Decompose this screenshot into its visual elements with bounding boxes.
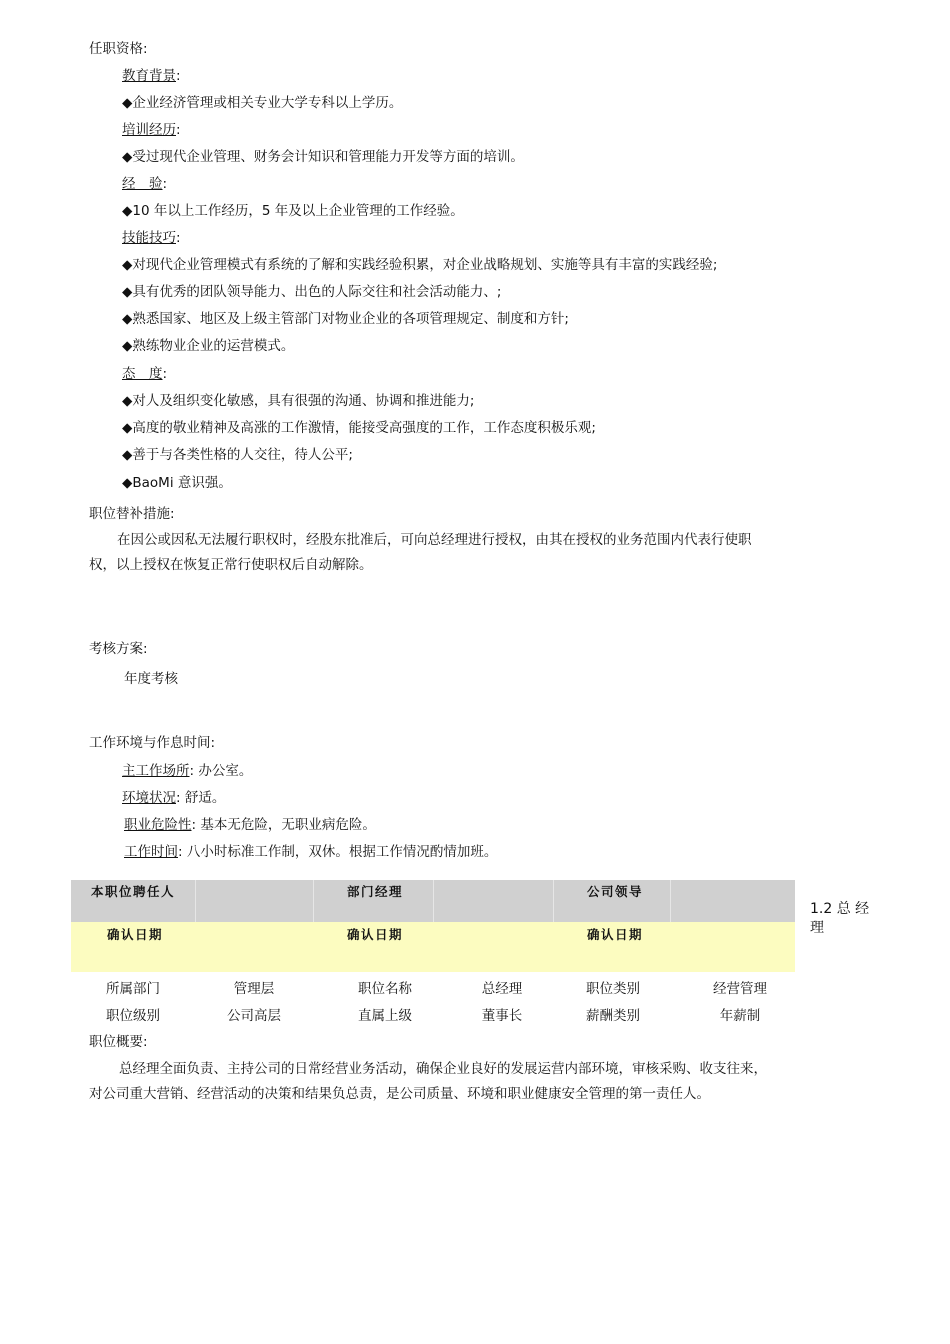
signoff-date-row bbox=[71, 922, 795, 972]
skills-heading bbox=[122, 228, 181, 248]
info-cell: 总经理 bbox=[481, 981, 523, 997]
info-cell: 经营管理 bbox=[713, 981, 767, 997]
info-cell: 所属部门 bbox=[106, 981, 160, 997]
hazard-value: : 基本无危险，无职业病危险。 bbox=[191, 817, 376, 833]
work-place-line bbox=[122, 761, 252, 781]
info-cell: 公司高层 bbox=[227, 1008, 281, 1024]
training-item: ◆受过现代企业管理、财务会计知识和管理能力开发等方面的培训。 bbox=[122, 149, 524, 165]
info-cell: 直属上级 bbox=[358, 1008, 412, 1024]
education-item: ◆企业经济管理或相关专业大学专科以上学历。 bbox=[122, 95, 403, 111]
signoff-cell bbox=[433, 880, 554, 922]
assessment-title: 考核方案: bbox=[89, 641, 148, 657]
confirm-date-label: 确认日期 bbox=[107, 927, 164, 942]
overview-text-line1: 总经理全面负责、主持公司的日常经营业务活动，确保企业良好的发展运营内部环境，审核采购、收支往来， bbox=[119, 1061, 767, 1077]
assessment-item: 年度考核 bbox=[124, 671, 178, 687]
attitude-item: ◆高度的敬业精神及高涨的工作激情，能接受高强度的工作，工作态度积极乐观; bbox=[122, 420, 596, 436]
skills-colon: : bbox=[176, 230, 181, 246]
substitution-text-line2: 权，以上授权在恢复正常行使职权后自动解除。 bbox=[89, 557, 373, 573]
substitution-title: 职位替补措施: bbox=[89, 506, 175, 522]
work-hours-label: 工作时间 bbox=[124, 844, 178, 860]
signoff-signer-row bbox=[71, 880, 795, 922]
qualifications-title: 任职资格: bbox=[89, 41, 148, 57]
experience-colon: : bbox=[162, 176, 168, 192]
work-place-label: 主工作场所 bbox=[122, 763, 190, 779]
attitude-heading bbox=[122, 364, 167, 384]
work-place-value: : 办公室。 bbox=[189, 763, 253, 779]
info-cell: 年薪制 bbox=[719, 1008, 761, 1024]
info-cell: 董事长 bbox=[481, 1008, 523, 1024]
skills-item: ◆熟练物业企业的运营模式。 bbox=[122, 338, 295, 354]
hazard-line bbox=[124, 815, 376, 835]
attitude-colon: : bbox=[162, 366, 168, 382]
attitude-label: 态 度 bbox=[122, 366, 163, 382]
appointee-label: 本职位聘任人 bbox=[91, 884, 176, 899]
section-heading-line2: 理 bbox=[810, 920, 824, 936]
signoff-cell bbox=[195, 880, 314, 922]
environment-title: 工作环境与作息时间: bbox=[89, 735, 216, 751]
info-cell: 薪酬类别 bbox=[586, 1008, 640, 1024]
skills-label: 技能技巧 bbox=[122, 230, 176, 246]
attitude-item: ◆BaoMi 意识强。 bbox=[122, 475, 232, 491]
info-cell: 职位级别 bbox=[106, 1008, 160, 1024]
dept-manager-label: 部门经理 bbox=[347, 884, 404, 899]
substitution-text-line1: 在因公或因私无法履行职权时，经股东批准后，可向总经理进行授权，由其在授权的业务范围内代表行使职 bbox=[117, 532, 752, 548]
experience-item: ◆10 年以上工作经历，5 年及以上企业管理的工作经验。 bbox=[122, 203, 464, 219]
education-label: 教育背景 bbox=[122, 68, 176, 84]
section-heading-line1: 1.2 总 经 bbox=[810, 901, 870, 917]
info-cell: 职位名称 bbox=[358, 981, 412, 997]
hazard-label: 职业危险性 bbox=[124, 817, 192, 833]
info-cell: 管理层 bbox=[233, 981, 275, 997]
skills-item: ◆对现代企业管理模式有系统的了解和实践经验积累，对企业战略规划、实施等具有丰富的实践经验; bbox=[122, 257, 718, 273]
environment-condition-line bbox=[122, 788, 225, 808]
info-cell: 职位类别 bbox=[586, 981, 640, 997]
environment-condition-value: : 舒适。 bbox=[176, 790, 226, 806]
work-hours-line bbox=[124, 842, 497, 862]
attitude-item: ◆善于与各类性格的人交往，待人公平; bbox=[122, 447, 353, 463]
attitude-item: ◆对人及组织变化敏感，具有很强的沟通、协调和推进能力; bbox=[122, 393, 475, 409]
overview-title: 职位概要: bbox=[89, 1034, 148, 1050]
skills-item: ◆具有优秀的团队领导能力、出色的人际交往和社会活动能力、; bbox=[122, 284, 502, 300]
confirm-date-label: 确认日期 bbox=[347, 927, 404, 942]
education-heading bbox=[122, 66, 181, 86]
training-colon: : bbox=[176, 122, 181, 138]
work-hours-value: : 八小时标准工作制，双休。根据工作情况酌情加班。 bbox=[178, 844, 498, 860]
experience-heading bbox=[122, 174, 167, 194]
education-colon: : bbox=[176, 68, 181, 84]
overview-text-line2: 对公司重大营销、经营活动的决策和结果负总责，是公司质量、环境和职业健康安全管理的第一责任人。 bbox=[89, 1086, 710, 1102]
training-heading bbox=[122, 120, 181, 140]
training-label: 培训经历 bbox=[122, 122, 176, 138]
skills-item: ◆熟悉国家、地区及上级主管部门对物业企业的各项管理规定、制度和方针; bbox=[122, 311, 569, 327]
confirm-date-label: 确认日期 bbox=[587, 927, 644, 942]
company-leader-label: 公司领导 bbox=[587, 884, 644, 899]
environment-condition-label: 环境状况 bbox=[122, 790, 176, 806]
experience-label: 经 验 bbox=[122, 176, 163, 192]
